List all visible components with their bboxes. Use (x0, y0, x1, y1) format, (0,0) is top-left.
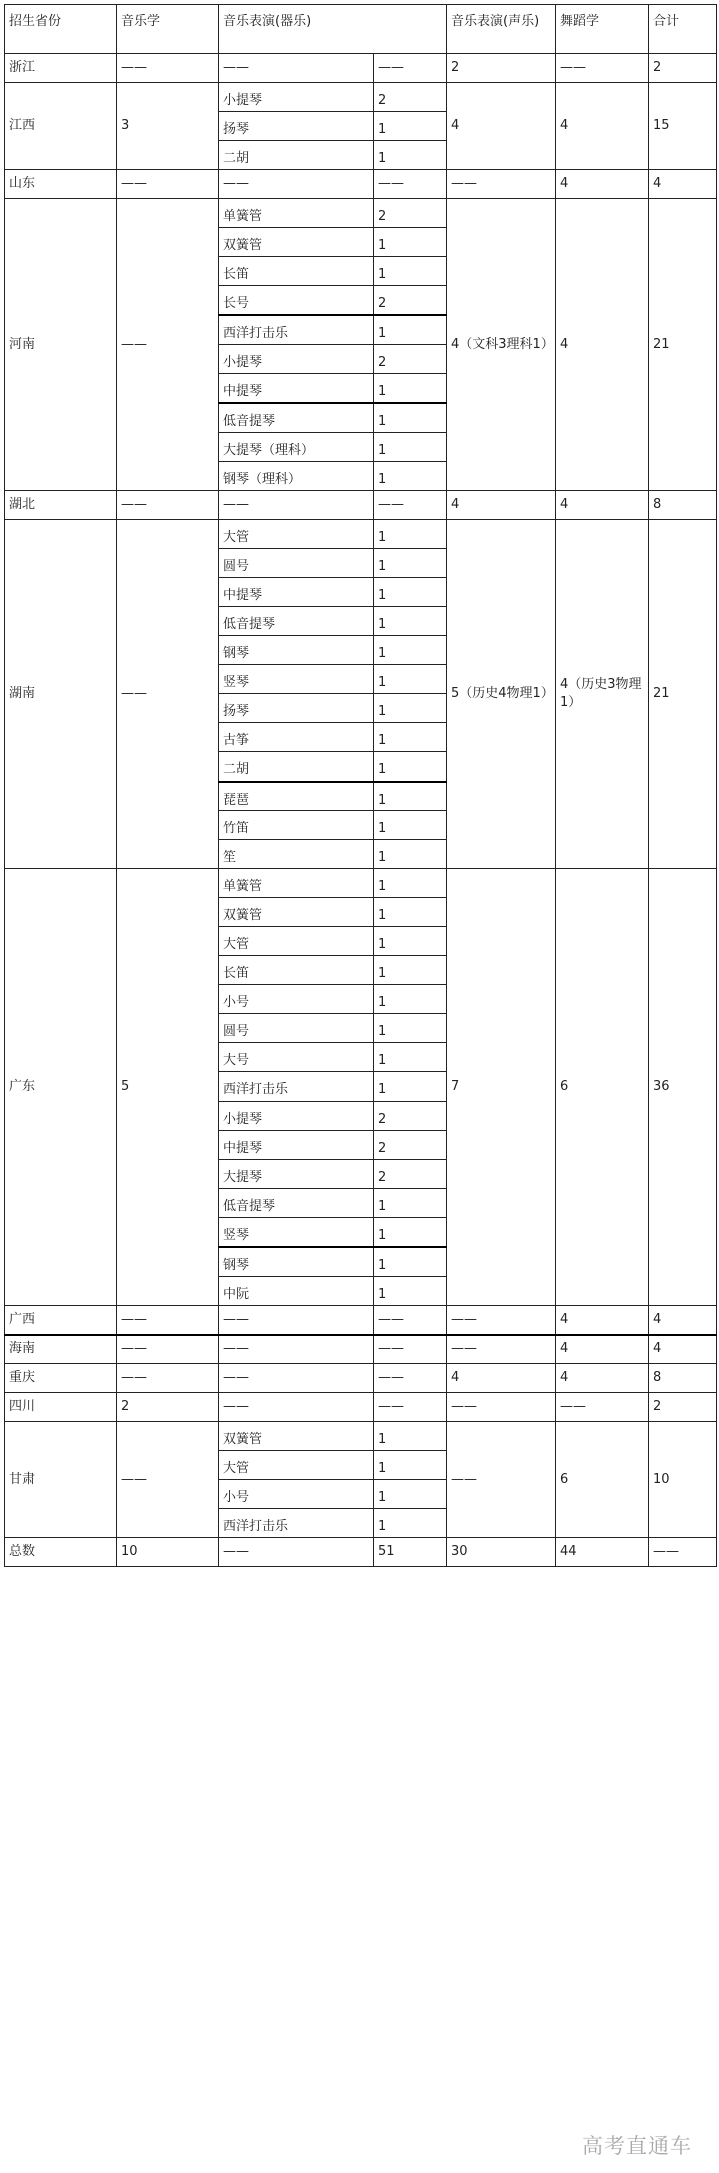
instrument-name-cell: 二胡 (219, 141, 374, 170)
musicology-cell: —— (117, 199, 219, 491)
total-cell: 2 (649, 1393, 717, 1422)
instrument-count-cell: —— (374, 491, 447, 520)
instrument-count-cell: 1 (374, 985, 447, 1014)
instrument-name-cell: 大提琴 (219, 1160, 374, 1189)
instrument-name-cell: 笙 (219, 840, 374, 869)
dance-cell: 4 (556, 1364, 649, 1393)
province-cell: 浙江 (5, 54, 117, 83)
instrument-name-cell: 中提琴 (219, 374, 374, 403)
instrument-name-cell: 中提琴 (219, 578, 374, 607)
province-cell: 海南 (5, 1335, 117, 1364)
instrument-count-cell: 2 (374, 1160, 447, 1189)
watermark: 高考直通车 (582, 2134, 692, 2158)
instrument-count-cell: 1 (374, 694, 447, 723)
enrollment-table (4, 4, 717, 1567)
instrument-count-cell: —— (374, 170, 447, 199)
instrument-count-cell: 2 (374, 199, 447, 228)
instrument-name-cell: 中提琴 (219, 1131, 374, 1160)
instrument-count-cell: 1 (374, 1043, 447, 1072)
instrument-count-cell: 1 (374, 1451, 447, 1480)
instrument-name-cell: 小号 (219, 1480, 374, 1509)
instrument-name-cell: —— (219, 1393, 374, 1422)
total-cell: 2 (649, 54, 717, 83)
province-cell: 江西 (5, 83, 117, 170)
table-body (5, 5, 717, 1567)
instrument-count-cell: 1 (374, 112, 447, 141)
instrument-count-cell: 1 (374, 956, 447, 985)
musicology-cell: —— (117, 1422, 219, 1538)
instrument-name-cell: 小提琴 (219, 345, 374, 374)
province-cell: 广东 (5, 869, 117, 1306)
instrument-count-cell: 1 (374, 840, 447, 869)
musicology-cell: 3 (117, 83, 219, 170)
total-cell: 4 (649, 1335, 717, 1364)
instrument-count-cell: 2 (374, 286, 447, 315)
instrument-count-cell: 1 (374, 1509, 447, 1538)
vocal-cell: 5（历史4物理1） (447, 520, 556, 869)
instrument-name-cell: —— (219, 1335, 374, 1364)
instrument-count-cell: —— (374, 1335, 447, 1364)
instrument-name-cell: 小号 (219, 985, 374, 1014)
dance-cell: 6 (556, 1422, 649, 1538)
vocal-cell: —— (447, 1393, 556, 1422)
instrument-count-cell: 1 (374, 403, 447, 433)
vocal-cell: 2 (447, 54, 556, 83)
dance-cell: 44 (556, 1538, 649, 1567)
instrument-name-cell: 西洋打击乐 (219, 1509, 374, 1538)
instrument-count-cell: 1 (374, 898, 447, 927)
table-row (5, 1335, 717, 1364)
dance-cell: 4 (556, 83, 649, 170)
total-cell: 15 (649, 83, 717, 170)
instrument-name-cell: 西洋打击乐 (219, 315, 374, 345)
instrument-count-cell: 1 (374, 433, 447, 462)
instrument-count-cell: 1 (374, 520, 447, 549)
instrument-name-cell: 竖琴 (219, 1218, 374, 1247)
total-cell: 8 (649, 491, 717, 520)
instrument-name-cell: 竹笛 (219, 811, 374, 840)
instrument-count-cell: 1 (374, 315, 447, 345)
instrument-count-cell: 1 (374, 607, 447, 636)
instrument-name-cell: 二胡 (219, 752, 374, 782)
musicology-cell: —— (117, 1335, 219, 1364)
instrument-count-cell: 1 (374, 869, 447, 898)
header-total: 合计 (649, 5, 717, 54)
header-musicology: 音乐学 (117, 5, 219, 54)
table-row (5, 1538, 717, 1567)
instrument-name-cell: 长笛 (219, 956, 374, 985)
instrument-name-cell: 琵琶 (219, 782, 374, 811)
instrument-name-cell: 大管 (219, 927, 374, 956)
musicology-cell: —— (117, 170, 219, 199)
instrument-name-cell: 竖琴 (219, 665, 374, 694)
instrument-name-cell: 西洋打击乐 (219, 1072, 374, 1102)
instrument-name-cell: —— (219, 170, 374, 199)
instrument-name-cell: 大提琴（理科） (219, 433, 374, 462)
instrument-count-cell: 2 (374, 1102, 447, 1131)
instrument-name-cell: 圆号 (219, 549, 374, 578)
instrument-count-cell: 1 (374, 374, 447, 403)
header-vocal: 音乐表演(声乐) (447, 5, 556, 54)
instrument-count-cell: 1 (374, 927, 447, 956)
instrument-name-cell: 长号 (219, 286, 374, 315)
instrument-count-cell: 2 (374, 1131, 447, 1160)
instrument-name-cell: 古筝 (219, 723, 374, 752)
table-row (5, 520, 717, 549)
instrument-count-cell: 1 (374, 1189, 447, 1218)
table-row (5, 1393, 717, 1422)
instrument-name-cell: 低音提琴 (219, 1189, 374, 1218)
instrument-count-cell: 51 (374, 1538, 447, 1567)
instrument-count-cell: —— (374, 1364, 447, 1393)
instrument-count-cell: 1 (374, 811, 447, 840)
instrument-count-cell: 1 (374, 1014, 447, 1043)
dance-cell: 6 (556, 869, 649, 1306)
musicology-cell: 5 (117, 869, 219, 1306)
instrument-name-cell: 长笛 (219, 257, 374, 286)
instrument-name-cell: —— (219, 54, 374, 83)
total-cell: 36 (649, 869, 717, 1306)
vocal-cell: —— (447, 1422, 556, 1538)
musicology-cell: 2 (117, 1393, 219, 1422)
instrument-name-cell: 单簧管 (219, 869, 374, 898)
table-row (5, 199, 717, 228)
vocal-cell: 30 (447, 1538, 556, 1567)
province-cell: 湖北 (5, 491, 117, 520)
instrument-name-cell: 双簧管 (219, 1422, 374, 1451)
dance-cell: 4 (556, 491, 649, 520)
instrument-count-cell: 1 (374, 462, 447, 491)
province-cell: 甘肃 (5, 1422, 117, 1538)
vocal-cell: 4 (447, 83, 556, 170)
header-row (5, 5, 717, 54)
instrument-count-cell: 1 (374, 1218, 447, 1247)
instrument-count-cell: —— (374, 1393, 447, 1422)
instrument-count-cell: 1 (374, 665, 447, 694)
total-cell: 21 (649, 199, 717, 491)
table-row (5, 491, 717, 520)
instrument-count-cell: 1 (374, 782, 447, 811)
vocal-cell: 4 (447, 491, 556, 520)
instrument-name-cell: —— (219, 1306, 374, 1335)
musicology-cell: —— (117, 1364, 219, 1393)
instrument-count-cell: 1 (374, 636, 447, 665)
total-cell: 10 (649, 1422, 717, 1538)
instrument-name-cell: 扬琴 (219, 694, 374, 723)
instrument-name-cell: 单簧管 (219, 199, 374, 228)
dance-cell: 4 (556, 170, 649, 199)
instrument-count-cell: 1 (374, 257, 447, 286)
dance-cell: —— (556, 54, 649, 83)
instrument-count-cell: 1 (374, 1247, 447, 1277)
vocal-cell: —— (447, 1335, 556, 1364)
header-province: 招生省份 (5, 5, 117, 54)
vocal-cell: 4 (447, 1364, 556, 1393)
instrument-name-cell: —— (219, 1538, 374, 1567)
province-cell: 重庆 (5, 1364, 117, 1393)
dance-cell: 4 (556, 199, 649, 491)
musicology-cell: —— (117, 54, 219, 83)
instrument-name-cell: 扬琴 (219, 112, 374, 141)
instrument-name-cell: —— (219, 1364, 374, 1393)
province-cell: 山东 (5, 170, 117, 199)
dance-cell: 4（历史3物理1） (556, 520, 649, 869)
instrument-count-cell: 1 (374, 752, 447, 782)
instrument-count-cell: 1 (374, 1072, 447, 1102)
instrument-name-cell: 圆号 (219, 1014, 374, 1043)
instrument-count-cell: —— (374, 1306, 447, 1335)
instrument-name-cell: 大管 (219, 520, 374, 549)
instrument-count-cell: 2 (374, 345, 447, 374)
instrument-name-cell: 钢琴 (219, 636, 374, 665)
table-row (5, 83, 717, 112)
instrument-name-cell: 小提琴 (219, 83, 374, 112)
musicology-cell: —— (117, 491, 219, 520)
dance-cell: —— (556, 1393, 649, 1422)
instrument-name-cell: 中阮 (219, 1277, 374, 1306)
total-cell: 21 (649, 520, 717, 869)
total-cell: 4 (649, 170, 717, 199)
instrument-count-cell: 1 (374, 228, 447, 257)
instrument-name-cell: 双簧管 (219, 228, 374, 257)
header-instrumental: 音乐表演(器乐) (219, 5, 447, 54)
province-cell: 湖南 (5, 520, 117, 869)
table-row (5, 1306, 717, 1335)
instrument-name-cell: 低音提琴 (219, 607, 374, 636)
instrument-name-cell: —— (219, 491, 374, 520)
dance-cell: 4 (556, 1306, 649, 1335)
total-cell: 4 (649, 1306, 717, 1335)
total-cell: 8 (649, 1364, 717, 1393)
instrument-count-cell: 1 (374, 1480, 447, 1509)
musicology-cell: —— (117, 520, 219, 869)
instrument-count-cell: 1 (374, 723, 447, 752)
table-row (5, 170, 717, 199)
instrument-name-cell: 钢琴 (219, 1247, 374, 1277)
instrument-name-cell: 大管 (219, 1451, 374, 1480)
instrument-count-cell: 1 (374, 1422, 447, 1451)
header-dance: 舞蹈学 (556, 5, 649, 54)
table-row (5, 1364, 717, 1393)
table-row (5, 1422, 717, 1451)
instrument-count-cell: 1 (374, 578, 447, 607)
province-cell: 河南 (5, 199, 117, 491)
province-cell: 广西 (5, 1306, 117, 1335)
table-row (5, 54, 717, 83)
province-cell: 四川 (5, 1393, 117, 1422)
vocal-cell: 7 (447, 869, 556, 1306)
instrument-count-cell: —— (374, 54, 447, 83)
instrument-count-cell: 1 (374, 1277, 447, 1306)
province-cell: 总数 (5, 1538, 117, 1567)
vocal-cell: —— (447, 1306, 556, 1335)
vocal-cell: —— (447, 170, 556, 199)
instrument-name-cell: 双簧管 (219, 898, 374, 927)
musicology-cell: 10 (117, 1538, 219, 1567)
instrument-name-cell: 小提琴 (219, 1102, 374, 1131)
musicology-cell: —— (117, 1306, 219, 1335)
instrument-count-cell: 2 (374, 83, 447, 112)
total-cell: —— (649, 1538, 717, 1567)
instrument-name-cell: 大号 (219, 1043, 374, 1072)
instrument-count-cell: 1 (374, 549, 447, 578)
instrument-name-cell: 钢琴（理科） (219, 462, 374, 491)
instrument-name-cell: 低音提琴 (219, 403, 374, 433)
instrument-count-cell: 1 (374, 141, 447, 170)
dance-cell: 4 (556, 1335, 649, 1364)
table-row (5, 869, 717, 898)
vocal-cell: 4（文科3理科1） (447, 199, 556, 491)
